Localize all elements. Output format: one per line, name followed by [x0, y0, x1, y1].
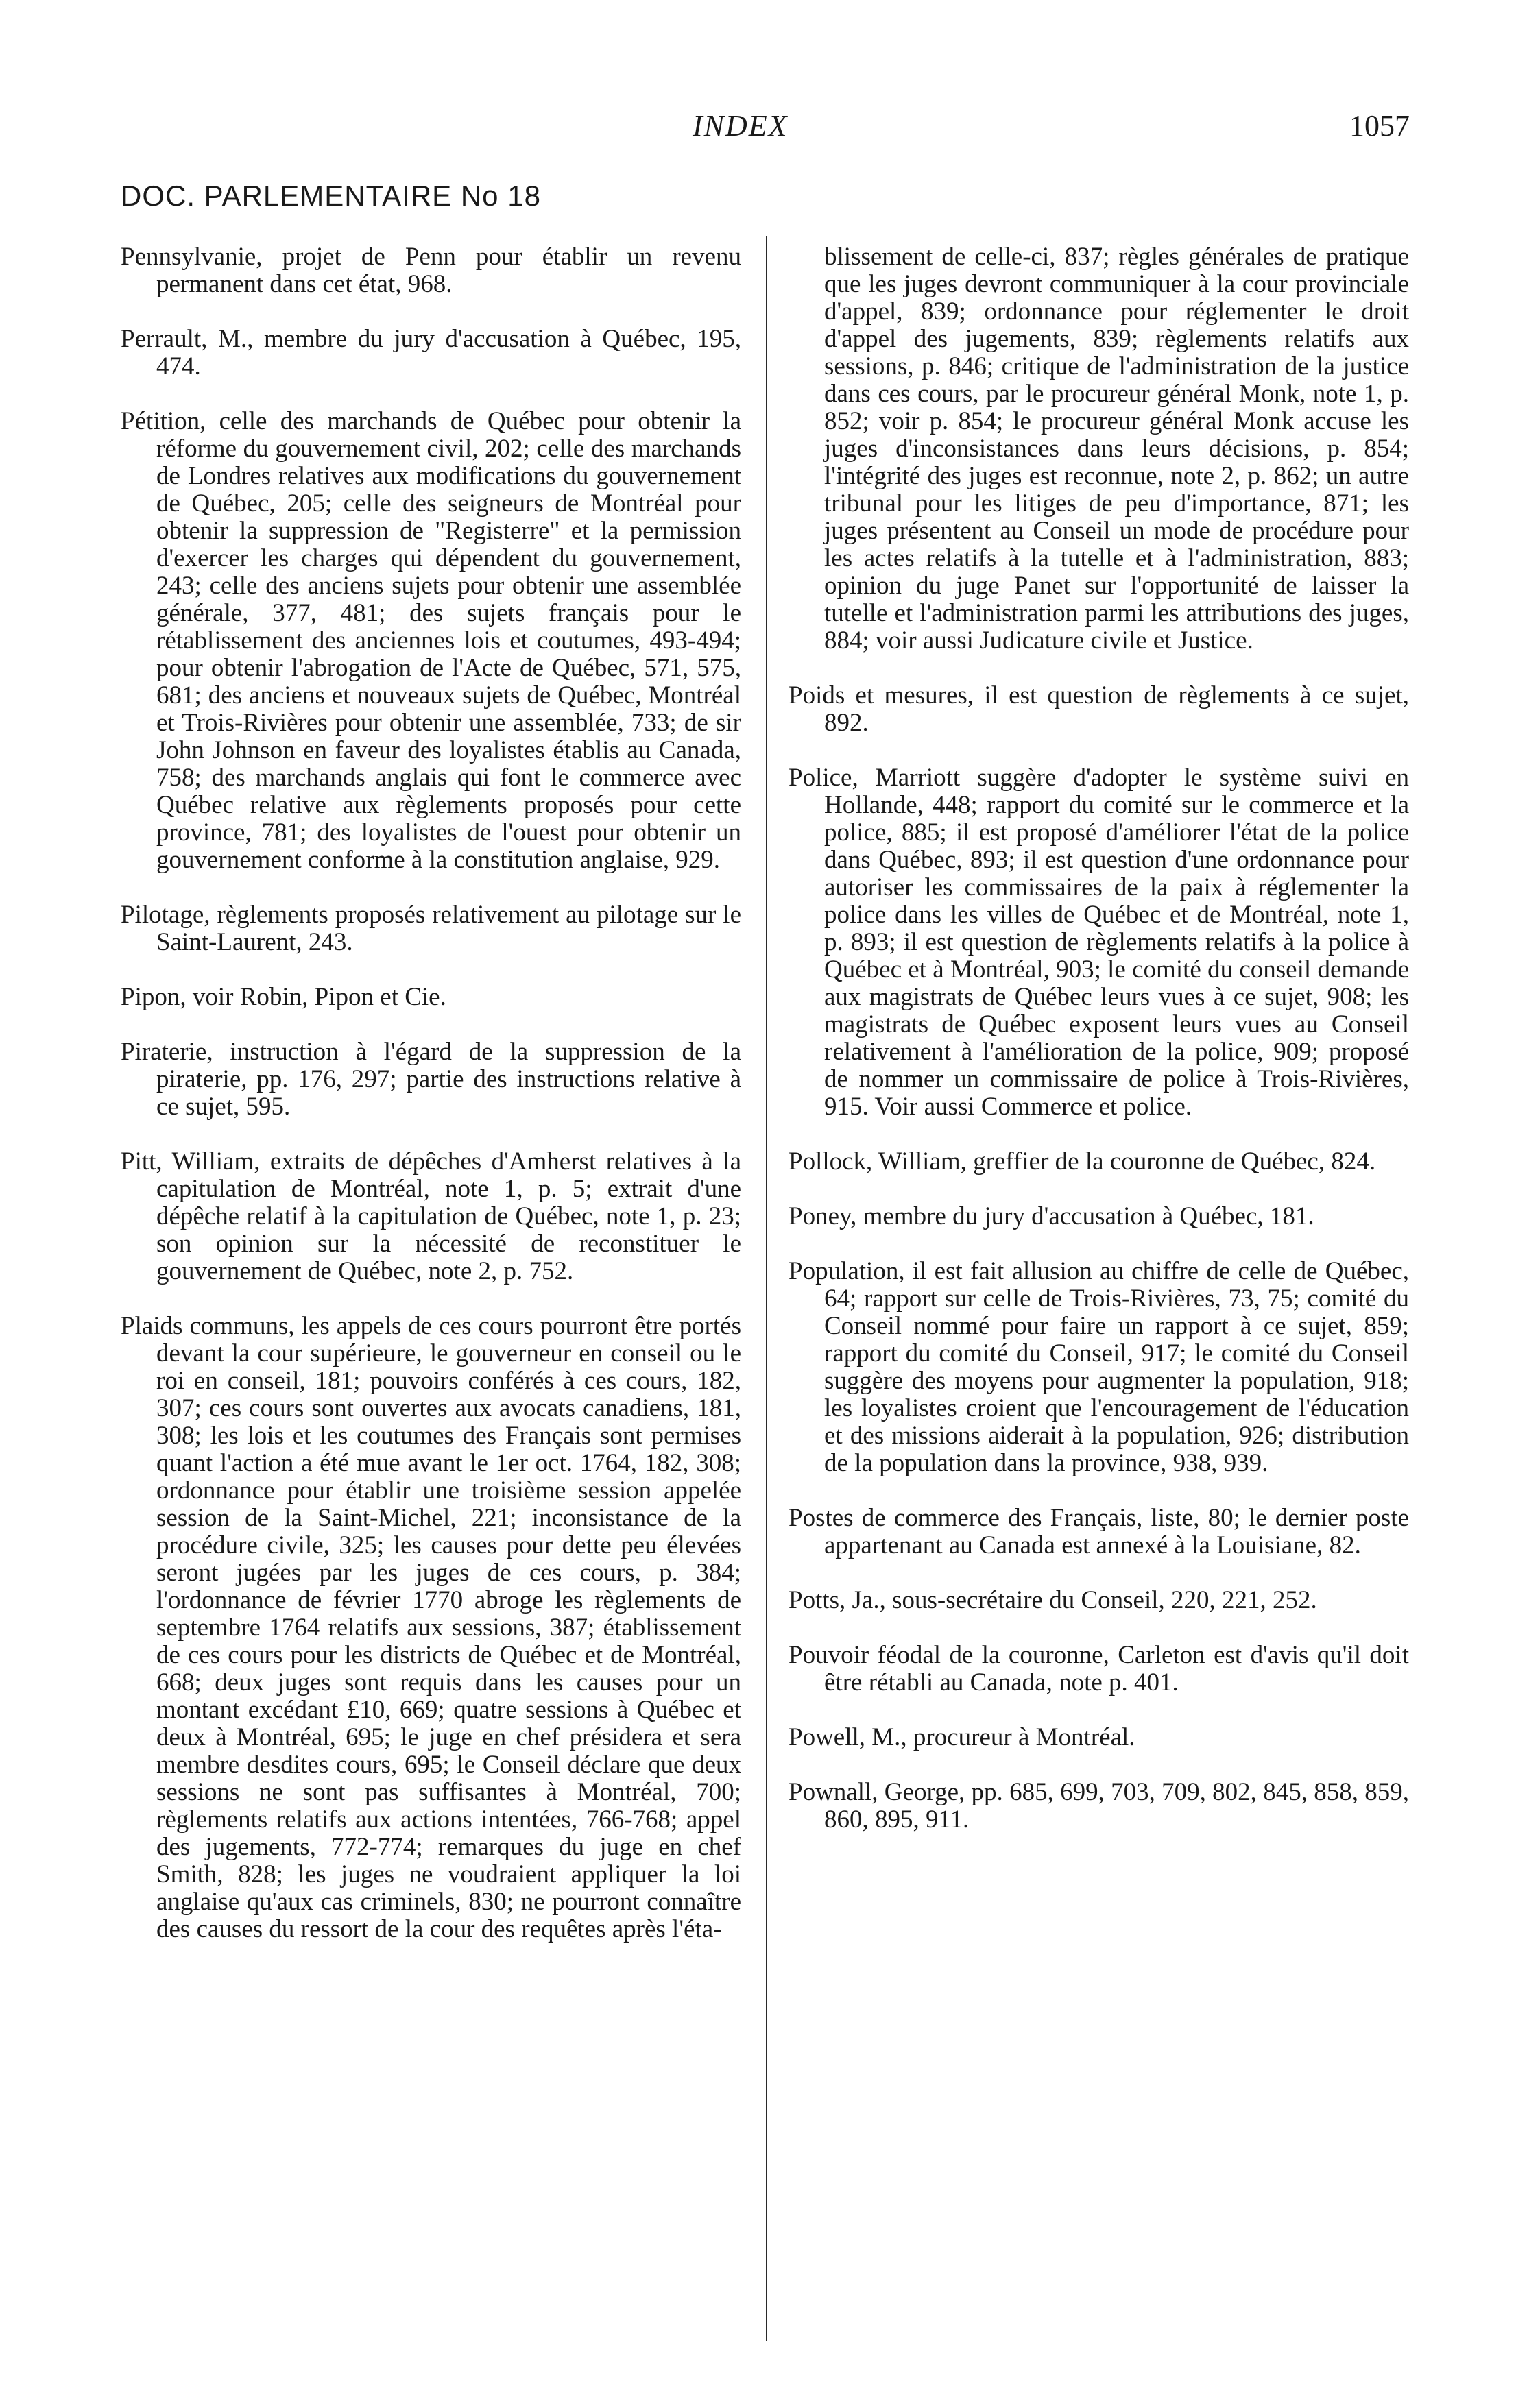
running-title: INDEX — [693, 109, 789, 143]
document-label: DOC. PARLEMENTAIRE No 18 — [121, 180, 541, 212]
index-column-right — [789, 243, 1409, 1861]
index-entry: Pennsylvanie, projet de Penn pour établir un revenu permanent dans cet état, 968. — [121, 243, 741, 298]
index-entry: Pollock, William, greffier de la couronne de Québec, 824. — [789, 1147, 1376, 1176]
index-entry: Poids et mesures, il est question de règlements à ce sujet, 892. — [789, 681, 1409, 737]
index-entry: Pilotage, règlements proposés relativement au pilotage sur le Saint-Laurent, 243. — [121, 901, 741, 956]
index-entry: Plaids communs, les appels de ces cours pourront être portés devant la cour supérieure, le gouverneur en conseil ou le roi en conseil, 181; pouvoirs conférés à ces cours, 182, 307; ces cours sont ouvertes aux avocats canadiens, 181, 308; les lois et les coutumes des Français sont permises quant l'action a été mue avant le 1er oct. 1764, 182, 308; ordonnance pour établir une troisième session appelée session de la Saint-Michel, 221; inconsistance de la procédure civile, 325; les causes pour dette peu élevées seront jugées par les juges de ces cours, p. 384; l'ordonnance de février 1770 abroge les règlements de septembre 1764 relatifs aux sessions, 387; établissement de ces cours pour les districts de Québec et de Montréal, 668; deux juges sont requis dans les causes pour un montant excédant £10, 669; quatre sessions à Québec et deux à Montréal, 695; le juge en chef présidera et sera membre desdites cours, 695; le Conseil déclare que deux sessions ne sont pas suffisantes à Montréal, 700; règlements relatifs aux actions intentées, 766-768; appel des jugements, 772-774; remarques du juge en chef Smith, 828; les juges ne voudraient appliquer la loi anglaise qu'aux cas criminels, 830; ne pourront connaître des causes du ressort de la cour des requêtes après l'éta- — [121, 1312, 741, 1943]
index-entry: Pitt, William, extraits de dépêches d'Amherst relatives à la capitulation de Montréal, note 1, p. 5; extrait d'une dépêche relatif à la capitulation de Québec, note 1, p. 23; son opinion sur la nécessité de reconstituer le gouvernement de Québec, note 2, p. 752. — [121, 1147, 741, 1285]
index-entry: Potts, Ja., sous-secrétaire du Conseil, 220, 221, 252. — [789, 1586, 1317, 1614]
index-entry: Postes de commerce des Français, liste, 80; le dernier poste appartenant au Canada est annexé à la Louisiane, 82. — [789, 1504, 1409, 1559]
index-entry: Pouvoir féodal de la couronne, Carleton est d'avis qu'il doit être rétabli au Canada, note p. 401. — [789, 1641, 1409, 1696]
index-entry: Piraterie, instruction à l'égard de la suppression de la piraterie, pp. 176, 297; partie des instructions relative à ce sujet, 595. — [121, 1038, 741, 1121]
index-entry-continuation: blissement de celle-ci, 837; règles générales de pratique que les juges devront communiquer à la cour provinciale d'appel, 839; ordonnance pour réglementer le droit d'appel des jugements, 839; règlements relatifs aux sessions, p. 846; critique de l'administration de la justice dans ces cours, par le procureur général Monk, note 1, p. 852; voir p. 854; le procureur général Monk accuse les juges d'inconsistances dans leurs décisions, p. 854; l'intégrité des juges est reconnue, note 2, p. 862; un autre tribunal pour les litiges de peu d'importance, 871; les juges présentent au Conseil un mode de procédure pour les actes relatifs à la tutelle et à l'administration, 883; opinion du juge Panet sur l'opportunité de laisser la tutelle et l'administration parmi les attributions des juges, 884; voir aussi Judicature civile et Justice. — [824, 243, 1409, 655]
index-entry: Perrault, M., membre du jury d'accusation à Québec, 195, 474. — [121, 325, 741, 380]
page-number: 1057 — [1349, 109, 1410, 143]
index-entry: Poney, membre du jury d'accusation à Québec, 181. — [789, 1202, 1314, 1230]
running-header — [0, 108, 1540, 149]
index-column-left — [121, 243, 741, 1971]
index-entry: Powell, M., procureur à Montréal. — [789, 1723, 1135, 1751]
column-divider — [766, 236, 767, 2341]
index-entry: Population, il est fait allusion au chiffre de celle de Québec, 64; rapport sur celle de Trois-Rivières, 73, 75; comité du Conseil nommé pour faire un rapport à ce sujet, 859; rapport du comité du Conseil, 917; le comité du Conseil suggère des moyens pour augmenter la population, 918; les loyalistes croient que l'encouragement de l'éducation et des missions aiderait à la population, 926; distribution de la population dans la province, 938, 939. — [789, 1257, 1409, 1477]
index-entry: Pownall, George, pp. 685, 699, 703, 709, 802, 845, 858, 859, 860, 895, 911. — [789, 1778, 1409, 1834]
index-entry: Police, Marriott suggère d'adopter le système suivi en Hollande, 448; rapport du comité sur le commerce et la police, 885; il est proposé d'améliorer l'état de la police dans Québec, 893; il est question d'une ordonnance pour autoriser les commissaires de la paix à réglementer la police dans les villes de Québec et de Montréal, note 1, p. 893; il est question de règlements relatifs à la police à Québec et à Montréal, 903; le comité du conseil demande aux magistrats de Québec leurs vues à ce sujet, 908; les magistrats de Québec exposent leurs vues au Conseil relativement à l'amélioration de la police, 909; proposé de nommer un commissaire de police à Trois-Rivières, 915. Voir aussi Commerce et police. — [789, 764, 1409, 1121]
index-entry: Pétition, celle des marchands de Québec pour obtenir la réforme du gouvernement civil, 202; celle des marchands de Londres relatives aux modifications du gouvernement de Québec, 205; celle des seigneurs de Montréal pour obtenir la suppression de "Registerre" et la permission d'exercer les charges qui dépendent du gouvernement, 243; celle des anciens sujets pour obtenir une assemblée générale, 377, 481; des sujets français pour le rétablissement des anciennes lois et coutumes, 493-494; pour obtenir l'abrogation de l'Acte de Québec, 571, 575, 681; des anciens et nouveaux sujets de Québec, Montréal et Trois-Rivières pour obtenir une assemblée, 733; de sir John Johnson en faveur des loyalistes établis au Canada, 758; des marchands anglais qui font le commerce avec Québec relative aux règlements proposés pour cette province, 781; des loyalistes de l'ouest pour obtenir un gouvernement conforme à la constitution anglaise, 929. — [121, 407, 741, 874]
index-entry: Pipon, voir Robin, Pipon et Cie. — [121, 983, 446, 1011]
